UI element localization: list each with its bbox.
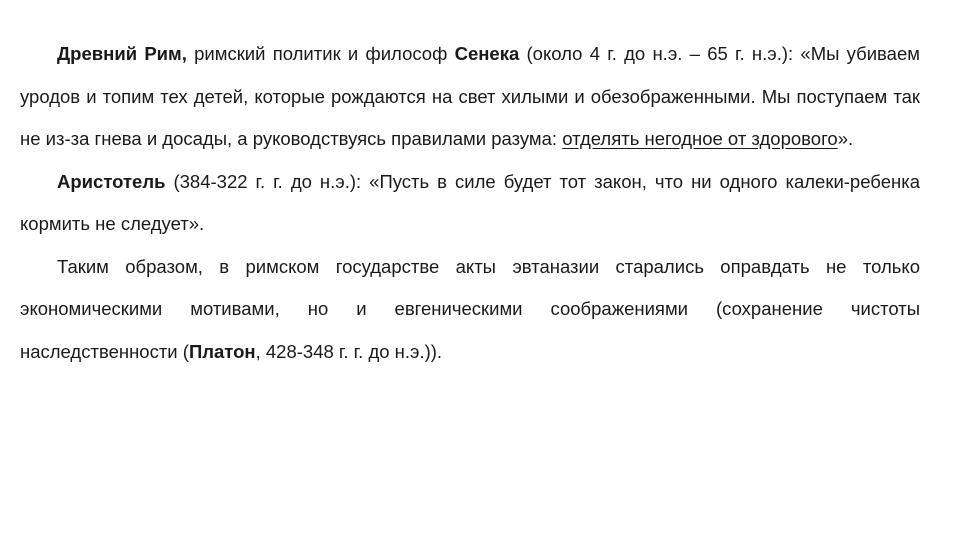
plato-dates: , 428-348 г. г. до н.э.)). [255, 340, 443, 362]
quote-close: ». [837, 128, 854, 149]
conclusion-text: Таким образом, в римском государстве акты эвтаназии старались оправдать не только экономическими мотивами, но и евгеническими соображениями (сохранение чистоты наследственности ( [20, 255, 920, 362]
paragraph-aristotle [20, 161, 920, 246]
underlined-phrase: отделять негодное от здорового [562, 128, 838, 149]
aristotle-quote: (384-322 г. г. до н.э.): «Пусть в силе будет тот закон, что ни одного калеки-ребенка кормить не следует». [20, 170, 920, 234]
seneca-quote: (около 4 г. до н.э. – 65 г. н.э.): «Мы убиваем уродов и топим тех детей, которые рождаются на свет хилыми и обезображенными. Мы поступаем так не из-за гнева и досады, а руководствуясь правилами разума: [20, 43, 920, 149]
name-seneca: Сенека [454, 43, 520, 64]
paragraph-conclusion [20, 246, 920, 374]
term-ancient-rome: Древний Рим, [57, 43, 187, 64]
paragraph-text: римский политик и философ [186, 43, 455, 64]
name-plato: Платон [188, 340, 256, 362]
paragraph-seneca [20, 33, 920, 161]
name-aristotle: Аристотель [57, 170, 166, 192]
slide-body [20, 33, 920, 373]
